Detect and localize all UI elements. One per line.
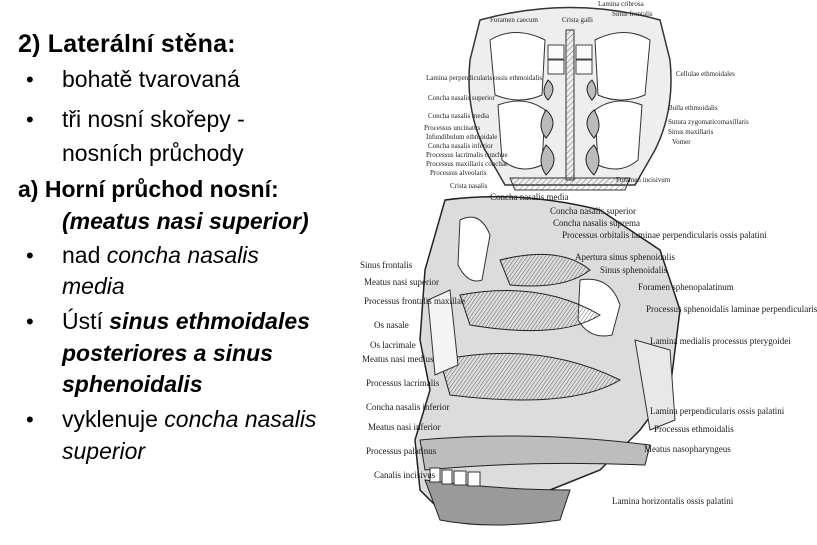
label-bulla-ethmoidalis: Bulla ethmoidalis (668, 104, 718, 112)
label-concha-superior: Concha nasalis superior (428, 94, 495, 102)
bullet-text: bohatě tvarovaná (62, 66, 240, 92)
label-processus-maxillaris: Processus maxillaris conchae (426, 160, 509, 168)
slide-text (0, 0, 380, 540)
bullet-text-prefix: nad (62, 242, 107, 268)
bullet-text-prefix: vyklenuje (62, 406, 165, 432)
bullet-marker: • (26, 243, 34, 268)
label-lamina-horizontalis: Lamina horizontalis ossis palatini (612, 496, 734, 506)
bullet-text-cont: posteriores a sinus (62, 340, 273, 366)
label-processus-lacrimalis: Processus lacrimalis conchae (426, 151, 508, 159)
label-lamina-cribrosa: Lamina cribrosa (598, 0, 644, 8)
bullet-marker: • (26, 67, 34, 92)
label-sinus-sphenoidalis: Sinus sphenoidalis (600, 265, 668, 275)
label-lamina-perpendicularis: Lamina perpendicularis ossis ethmoidalis (426, 74, 543, 82)
bullet-text-cont: superior (62, 438, 146, 464)
bullet-text-bold: sinus ethmoidales (109, 308, 310, 334)
label-os-lacrimale: Os lacrimale (370, 340, 416, 350)
bullet-text-cont: media (62, 273, 125, 299)
slide-title: 2) Laterální stěna: (18, 30, 236, 58)
label-processus-lacrimalis-2: Processus lacrimalis (366, 378, 440, 388)
label-sinus-maxillaris: Sinus maxillaris (668, 128, 714, 136)
label-meatus-superior: Meatus nasi superior (364, 277, 439, 287)
bullet-text (62, 308, 310, 334)
label-concha-suprema: Concha nasalis suprema (553, 218, 640, 228)
bullet-marker: • (26, 309, 34, 334)
label-meatus-medius: Meatus nasi medius (362, 354, 434, 364)
bullet-text-italic: concha nasalis (164, 406, 317, 432)
label-foramen-incisivum: Foramen incisivum (616, 176, 671, 184)
label-concha-superior-2: Concha nasalis superior (550, 206, 636, 216)
lateral-wall-drawing (350, 190, 720, 540)
label-lamina-medialis: Lamina medialis processus pterygoidei (650, 336, 791, 346)
lateral-wall-illustration (350, 190, 817, 540)
label-processus-palatinus: Processus palatinus (366, 446, 437, 456)
bullet-text-prefix: Ústí (62, 308, 110, 334)
label-sutura: Sutura zygomaticomaxillaris (668, 118, 749, 126)
bullet-text-italic: concha nasalis (106, 242, 259, 268)
label-apertura-sinus: Apertura sinus sphenoidalis (575, 252, 675, 262)
frontal-section-illustration (420, 0, 749, 200)
bullet-marker: • (26, 407, 34, 432)
label-concha-inferior-2: Concha nasalis inferior (366, 402, 450, 412)
label-concha-media: Concha nasalis media (428, 112, 490, 120)
bullet-text-cont: sphenoidalis (62, 371, 203, 397)
label-sinus-frontalis: Sinus frontalis (612, 10, 653, 18)
label-concha-media-2: Concha nasalis media (490, 192, 569, 202)
label-os-nasale: Os nasale (374, 320, 409, 330)
label-concha-inferior: Concha nasalis inferior (428, 142, 493, 150)
label-foramen-sphenopalatinum: Foramen sphenopalatinum (638, 282, 734, 292)
label-processus-orbitalis: Processus orbitalis laminae perpendicularis ossis palatini (562, 230, 767, 240)
bullet-text-cont: nosních průchody (62, 140, 244, 166)
label-processus-uncinatus: Processus uncinatus (424, 124, 481, 132)
label-meatus-inferior: Meatus nasi inferior (368, 422, 441, 432)
label-processus-alveolaris: Processus alveolaris (430, 169, 487, 177)
label-crista-nasalis: Crista nasalis (450, 182, 488, 190)
label-canalis-incisivus: Canalis incisivus (374, 470, 436, 480)
label-processus-frontalis: Processus frontalis maxillae (364, 296, 465, 306)
label-foramen-caecum: Foramen caecum (490, 16, 539, 24)
label-vomer: Vomer (672, 138, 691, 146)
label-infundibulum: Infundibulum ethmoidale (426, 133, 498, 141)
label-processus-ethmoidalis: Processus ethmoidalis (654, 424, 734, 434)
bullet-text: tři nosní skořepy - (62, 106, 245, 132)
section-heading: a) Horní průchod nosní: (18, 176, 279, 202)
section-heading-latin: (meatus nasi superior) (62, 208, 309, 234)
bullet-text (62, 406, 316, 432)
label-sinus-frontalis-2: Sinus frontalis (360, 260, 413, 270)
label-processus-sphenoidalis: Processus sphenoidalis laminae perpendicularis (646, 304, 817, 314)
bullet-text (62, 242, 259, 268)
label-cellulae-ethmoidales: Cellulae ethmoidales (676, 70, 735, 78)
bullet-marker: • (26, 107, 34, 132)
label-meatus-nasopharyngeus: Meatus nasopharyngeus (644, 444, 731, 454)
label-lamina-perpendicularis-2: Lamina perpendicularis ossis palatini (650, 406, 785, 416)
label-crista-galli: Crista galli (562, 16, 593, 24)
